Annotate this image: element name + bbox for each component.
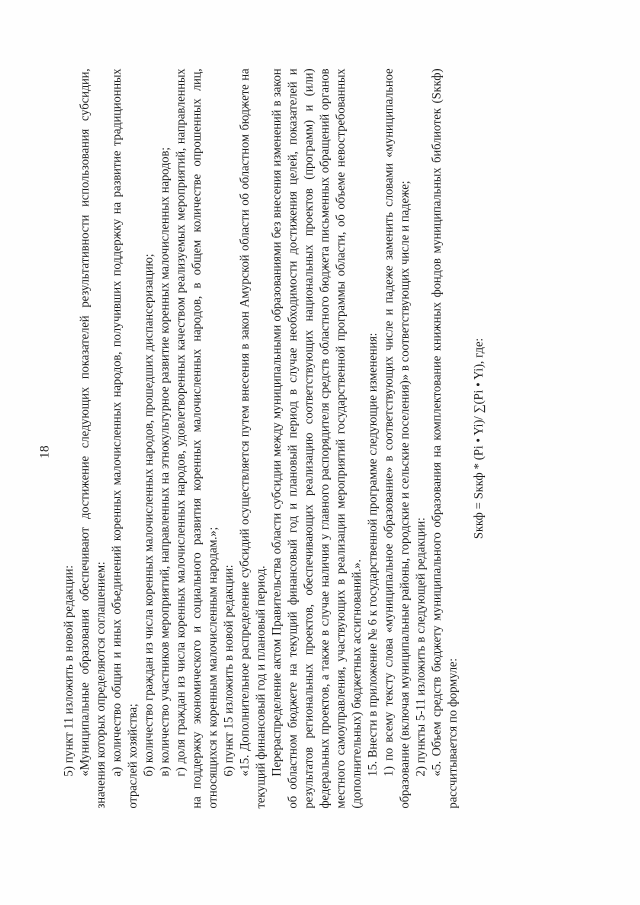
paragraph: 2) пункты 5-11 изложить в следующей редакции: xyxy=(413,517,428,777)
paragraph: а) количество общин и иных объединений коренных малочисленных народов, получивших поддержку на развитие традиционных отраслей хозяйства; xyxy=(109,68,140,809)
document-body xyxy=(61,69,487,809)
paragraph: в) количество участников мероприятий, направленных на этнокультурное развитие коренных малочисленных народов; xyxy=(157,147,172,777)
paragraph: «Муниципальные образования обеспечивают достижение следующих показателей результативности использования субсидии, значения которых определяются соглашением: xyxy=(77,68,108,809)
paragraph: 5) пункт 11 изложить в новой редакции: xyxy=(61,565,76,777)
paragraph: «15. Дополнительное распределение субсидий осуществляется путем внесения в закон Амурской области об областном бюджете на текущий финансовый год и плановый период. xyxy=(237,68,268,809)
rotated-content xyxy=(1,0,640,905)
paragraph: 1) по всему тексту слова «муниципальное образование» в соответствующих числе и падеже заменить словами «муниципальное образование (включая муниципальные районы, городские и сельские поселения)» в соответствующих числе и падеже; xyxy=(381,68,412,809)
paragraph: 6) пункт 15 изложить в новой редакции: xyxy=(221,564,236,777)
page-number: 18 xyxy=(36,445,52,459)
formula: Sккф = Sккф * (Pi • Yi)/ ∑(Pi • Yi), где: xyxy=(471,338,486,539)
paragraph: «5. Объем средств бюджету муниципального образования на комплектование книжных фондов муниципальных библиотек (Sккф) рассчитывается по формуле: xyxy=(429,68,460,809)
paragraph: 15. Внести в приложение № 6 к государственной программе следующие изменения: xyxy=(365,332,380,777)
paragraph: Перераспределение актом Правительства области субсидии между муниципальными образованиями без внесения изменений в закон об областном бюджете на текущий финансовый год и плановый период в случае необходимости достижения целей, показателей и результатов региональных проектов, обеспечивающих реализацию соответствующих национальных проектов (программ) и (или) федеральных проектов, а также в случае наличия у главного распорядителя средств областного бюджета письменных обращений органов местного самоуправления, участвующих в реализации мероприятий государственной программы области, об объеме невостребованных (дополнительных) бюджетных ассигнований.». xyxy=(269,68,364,809)
paragraph: б) количество граждан из числа коренных малочисленных народов, прошедших диспансеризацию; xyxy=(141,253,156,777)
paragraph: г) доля граждан из числа коренных малочисленных народов, удовлетворенных качеством реализуемых мероприятий, направленных на поддержку экономического и социального развития коренных малочисленных народов, в общем количестве опрошенных лиц, относящихся к коренным малочисленным народам.»; xyxy=(173,68,220,809)
